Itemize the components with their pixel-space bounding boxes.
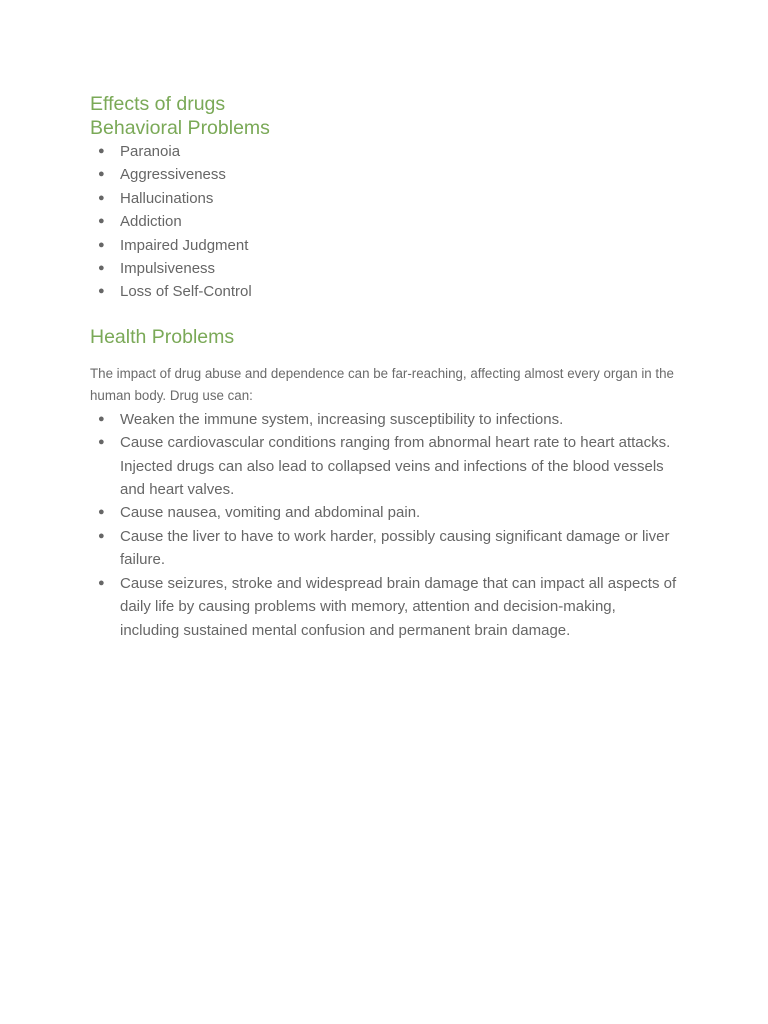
list-item-text: Addiction (120, 213, 182, 231)
health-intro-paragraph: The impact of drug abuse and dependence can be far-reaching, affecting almost every organ in the human body. Drug use can: (90, 365, 674, 405)
list-item-text: Loss of Self-Control (120, 283, 252, 301)
list-item-text: Cause nausea, vomiting and abdominal pain. (120, 504, 421, 522)
list-item-text: Cause seizures, stroke and widespread brain damage that can impact all aspects of daily life by causing problems with memory, attention and decision-making, including sustained mental confusion and permanent brain damage. (120, 574, 677, 639)
list-item (90, 140, 690, 163)
list-item (90, 431, 678, 501)
list-item-text: Hallucinations (120, 189, 214, 207)
list-item-text: Weaken the immune system, increasing susceptibility to infections. (120, 410, 564, 428)
bullet-icon: ● (98, 238, 105, 251)
bullet-icon: ● (98, 191, 105, 204)
bullet-icon: ● (98, 145, 105, 157)
bullet-icon: ● (98, 262, 105, 275)
bullet-icon: ● (98, 412, 105, 425)
behavioral-heading: Behavioral Problems (90, 117, 270, 139)
document-title: Effects of drugs (90, 93, 226, 115)
document-content (90, 92, 690, 642)
list-item (90, 234, 690, 257)
list-item-text: Impaired Judgment (120, 236, 249, 254)
bullet-icon: ● (98, 576, 105, 589)
list-item-text: Impulsiveness (120, 260, 216, 278)
bullet-icon: ● (98, 168, 105, 181)
list-item-text: Cause cardiovascular conditions ranging from abnormal heart rate to heart attacks. Injected drugs can also lead to collapsed veins and infections of the blood vessels and heart valves. (120, 434, 671, 499)
bullet-icon: ● (98, 529, 105, 542)
list-item (90, 280, 690, 303)
health-heading: Health Problems (90, 325, 235, 348)
list-item-text: Aggressiveness (120, 166, 226, 184)
bullet-icon: ● (98, 436, 105, 449)
list-item (90, 525, 678, 572)
list-item (90, 572, 678, 642)
list-item (90, 501, 678, 524)
list-item (90, 187, 690, 210)
list-item (90, 408, 678, 431)
health-list (90, 408, 678, 642)
bullet-icon: ● (98, 285, 105, 298)
bullet-icon: ● (98, 506, 105, 519)
list-item-text: Paranoia (120, 143, 181, 160)
bullet-icon: ● (98, 215, 105, 228)
list-item (90, 163, 690, 186)
list-item (90, 210, 690, 233)
list-item (90, 257, 690, 280)
list-item-text: Cause the liver to have to work harder, possibly causing significant damage or liver failure. (120, 527, 670, 569)
behavioral-list (90, 140, 690, 304)
